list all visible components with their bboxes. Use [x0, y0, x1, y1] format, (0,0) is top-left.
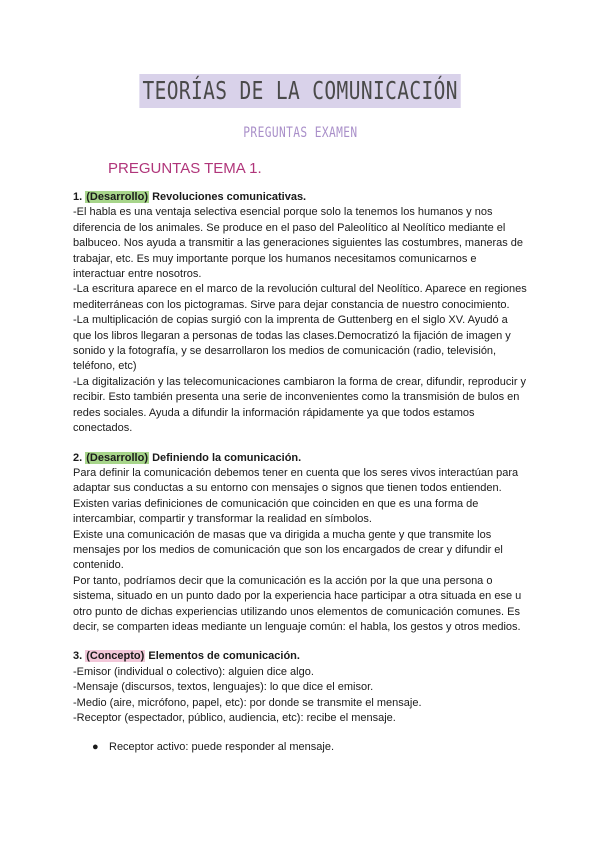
question-number: 1. — [73, 191, 83, 203]
question-title — [73, 451, 528, 466]
paragraph: Existe una comunicación de masas que va dirigida a mucha gente y que transmite los mensajes por los medios de comunicación que son los encargados de crear y difundir el contenido. — [73, 528, 503, 572]
question-block — [73, 190, 528, 437]
question-title — [73, 649, 528, 664]
paragraph: Para definir la comunicación debemos tener en cuenta que los seres vivos interactúan para adaptar sus conductas a su entorno con mensajes o signos que tienen todos entienden. — [73, 466, 519, 495]
paragraph: Existen varias definiciones de comunicación que coinciden en que es una forma de intercambiar, compartir y transformar la realidad en símbolos. — [73, 497, 479, 526]
question-heading: Elementos de comunicación. — [148, 650, 300, 663]
question-tag: (Concepto) — [86, 650, 145, 663]
bullet-icon: ● — [92, 741, 99, 754]
list-item — [92, 740, 528, 755]
question-number: 2. — [73, 451, 83, 464]
paragraph: -La digitalización y las telecomunicaciones cambiaron la forma de crear, difundir, reproducir y recibir. Esto también presenta una serie de inconvenientes como la transmisión de bulos en redes sociales. Ayuda a difundir la información rápidamente ya que todos estamos conectados. — [73, 375, 527, 435]
paragraph: Por tanto, podríamos decir que la comunicación es la acción por la que una persona o sistema, situado en un punto dado por la experiencia hace participar a otra situada en ese u otro punto de dichas experiencias utilizando unos elementos de comunicación comunes. Es decir, se comparten ideas mediante un lenguaje común: el habla, los gestos y otros medios. — [73, 574, 522, 633]
question-title — [73, 190, 528, 205]
paragraph: -Receptor (espectador, público, audiencia, etc): recibe el mensaje. — [73, 712, 396, 724]
question-number: 3. — [73, 650, 83, 663]
section-heading: PREGUNTAS TEMA 1. — [108, 160, 262, 177]
bullet-list — [73, 740, 528, 755]
question-tag: (Desarrollo) — [86, 451, 148, 464]
list-item-text: Receptor activo: puede responder al mensaje. — [109, 741, 335, 754]
question-tag: (Desarrollo) — [86, 191, 148, 203]
question-block — [73, 451, 528, 636]
paragraph: -El habla es una ventaja selectiva esencial porque solo la tenemos los humanos y nos diferencia de los animales. Se produce en el paso del Paleolítico al Neolítico mediante el balbuceo. Nos ayuda a transmitir a las generaciones siguientes las costumbres, maneras de trabajar, etc. Es muy importante porque los humanos necesitamos comunicarnos e interactuar entre nosotros. — [73, 206, 524, 281]
document-title: TEORÍAS DE LA COMUNICACIÓN — [139, 74, 461, 108]
paragraph: -Medio (aire, micrófono, papel, etc): por donde se transmite el mensaje. — [73, 696, 422, 709]
question-heading: Definiendo la comunicación. — [152, 451, 302, 464]
document-subtitle: PREGUNTAS EXAMEN — [242, 125, 358, 141]
question-heading: Revoluciones comunicativas. — [152, 191, 307, 203]
paragraph: -La escritura aparece en el marco de la revolución cultural del Neolítico. Aparece en regiones mediterráneas con los pictogramas. Sirve para dejar constancia de nuestro conocimiento. — [73, 283, 527, 311]
paragraph: -Emisor (individual o colectivo): alguien dice algo. — [73, 665, 314, 678]
question-block — [73, 649, 528, 755]
paragraph: -La multiplicación de copias surgió con la imprenta de Guttenberg en el siglo XV. Ayudó a que los libros llegaran a personas de todas las clases.Democratizó la fijación de imagen y sonido y la fotografía, y se desarrollaron los medios de comunicación (radio, televisión, teléfono, etc) — [73, 314, 511, 373]
document-body — [73, 190, 528, 770]
paragraph: -Mensaje (discursos, textos, lenguajes): lo que dice el emisor. — [73, 681, 374, 694]
